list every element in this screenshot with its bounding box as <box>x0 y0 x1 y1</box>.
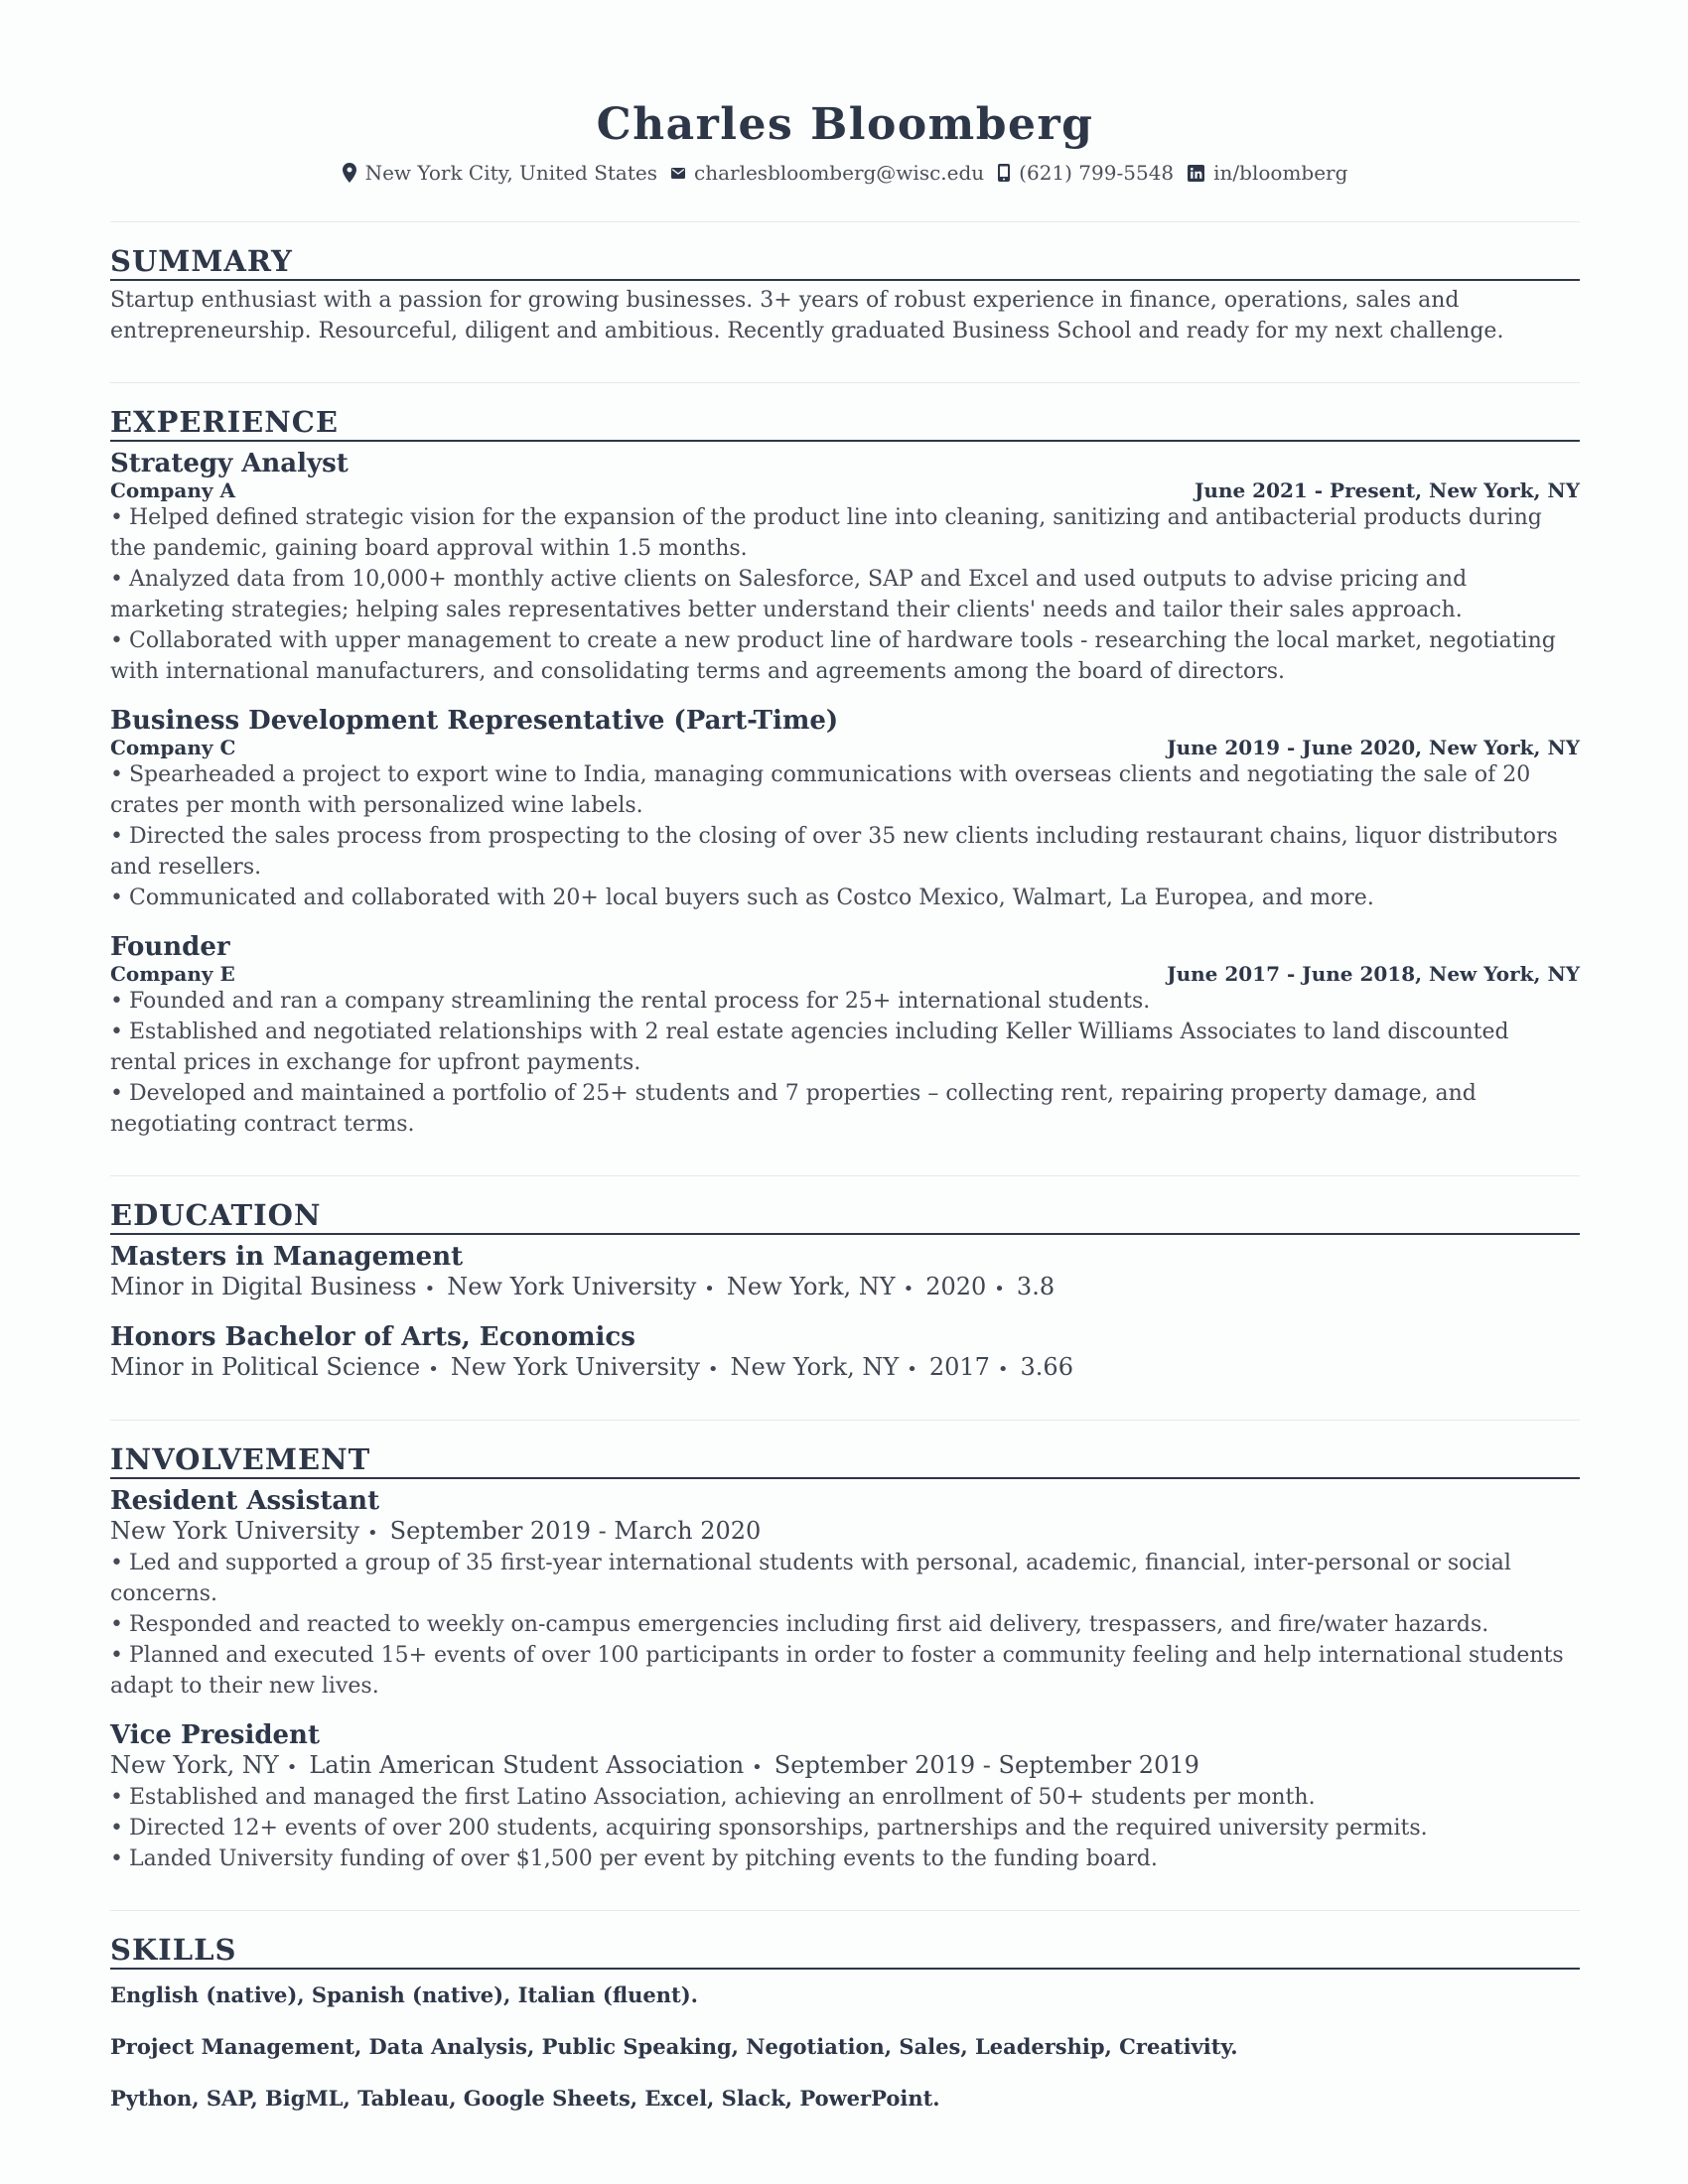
bullet-item: • Collaborated with upper management to create a new product line of hardware tools - researching the local market, negotiating with international manufacturers, and consolidating terms and agreements among the board of directors. <box>110 625 1580 687</box>
contact-location <box>343 160 657 186</box>
skills-soft: Project Management, Data Analysis, Public Speaking, Negotiation, Sales, Leadership, Creativity. <box>110 2034 1238 2059</box>
degree-title: Masters in Management <box>110 1242 464 1272</box>
education-section <box>110 1175 1580 1384</box>
involvement-dates: • September 2019 - March 2020 <box>359 1517 761 1545</box>
job-dates: June 2017 - June 2018, New York, NY <box>1167 962 1580 986</box>
minor-text: Minor in Digital Business <box>110 1273 417 1300</box>
bullet-item: • Helped defined strategic vision for the expansion of the product line into cleaning, sanitizing and antibacterial products during the pandemic, gaining board approval within 1.5 months. <box>110 502 1580 564</box>
skills-tools: Python, SAP, BigML, Tableau, Google Sheets, Excel, Slack, PowerPoint. <box>110 2086 940 2111</box>
involvement-bullets <box>110 1548 1580 1702</box>
bullet-item: • Directed 12+ events of over 200 students, acquiring sponsorships, partnerships and the required university permits. <box>110 1813 1580 1843</box>
job-meta-row <box>110 737 1580 759</box>
contact-linkedin[interactable] <box>1188 160 1347 186</box>
company-name: Company A <box>110 478 236 502</box>
job-dates: June 2021 - Present, New York, NY <box>1194 478 1580 502</box>
job-title: Strategy Analyst <box>110 449 349 478</box>
graduation-year: • 2017 <box>899 1353 990 1381</box>
experience-entry <box>110 706 1580 913</box>
email-link[interactable]: charlesbloomberg@wisc.edu <box>694 161 985 185</box>
school-name: • New York University <box>420 1353 700 1381</box>
gpa-value: • 3.66 <box>990 1353 1073 1381</box>
summary-heading: SUMMARY <box>110 244 1580 281</box>
involvement-role: Resident Assistant <box>110 1486 380 1516</box>
bullet-item: • Spearheaded a project to export wine to India, managing communications with overseas clients and negotiating the sale of 20 crates per month with personalized wine labels. <box>110 759 1580 821</box>
job-dates: June 2019 - June 2020, New York, NY <box>1167 736 1580 759</box>
education-meta <box>110 1353 1580 1384</box>
involvement-entry <box>110 1486 1580 1702</box>
summary-section <box>110 221 1580 346</box>
job-title: Business Development Representative (Part-Time) <box>110 706 839 736</box>
map-pin-icon <box>343 163 356 183</box>
contact-bar <box>110 160 1580 186</box>
bullet-item: • Planned and executed 15+ events of over 100 participants in order to foster a community feeling and help international students adapt to their new lives. <box>110 1640 1580 1702</box>
education-meta <box>110 1273 1580 1303</box>
school-location: • New York, NY <box>700 1353 899 1381</box>
school-location: • New York, NY <box>696 1273 895 1300</box>
company-name: Company E <box>110 962 235 986</box>
school-name: • New York University <box>417 1273 697 1300</box>
minor-text: Minor in Political Science <box>110 1353 421 1381</box>
skills-languages: English (native), Spanish (native), Italian (fluent). <box>110 1982 698 2007</box>
involvement-section <box>110 1420 1580 1874</box>
company-name: Company C <box>110 736 236 759</box>
involvement-bullets <box>110 1782 1580 1874</box>
phone-icon <box>998 164 1010 182</box>
linkedin-icon <box>1188 165 1204 182</box>
organization-name: New York University <box>110 1517 360 1545</box>
phone-text[interactable]: (621) 799-5548 <box>1019 161 1175 185</box>
gpa-value: • 3.8 <box>986 1273 1055 1300</box>
experience-entry <box>110 932 1580 1140</box>
involvement-heading: INVOLVEMENT <box>110 1442 1580 1479</box>
job-meta-row <box>110 963 1580 986</box>
experience-section <box>110 382 1580 1140</box>
degree-title: Honors Bachelor of Arts, Economics <box>110 1322 635 1352</box>
contact-email[interactable] <box>671 160 984 186</box>
graduation-year: • 2020 <box>896 1273 987 1300</box>
summary-text: Startup enthusiast with a passion for growing businesses. 3+ years of robust experience in finance, operations, sales and entrepreneurship. Resourceful, diligent and ambitious. Recently graduated Business School and ready for my next challenge. <box>110 288 1504 343</box>
contact-phone[interactable] <box>998 160 1174 186</box>
involvement-role: Vice President <box>110 1720 320 1750</box>
bullet-item: • Established and managed the first Latino Association, achieving an enrollment of 50+ students per month. <box>110 1782 1580 1813</box>
skills-section <box>110 1910 1580 2113</box>
involvement-dates: • September 2019 - September 2019 <box>744 1751 1199 1779</box>
bullet-item: • Established and negotiated relationships with 2 real estate agencies including Keller Williams Associates to land discounted rental prices in exchange for upfront payments. <box>110 1017 1580 1078</box>
linkedin-link[interactable]: in/bloomberg <box>1213 161 1348 185</box>
bullet-item: • Responded and reacted to weekly on-campus emergencies including first aid delivery, trespassers, and fire/water hazards. <box>110 1609 1580 1640</box>
experience-entry <box>110 449 1580 687</box>
experience-heading: EXPERIENCE <box>110 405 1580 442</box>
bullet-item: • Landed University funding of over $1,500 per event by pitching events to the funding board. <box>110 1843 1580 1874</box>
resume-content <box>110 95 1580 2113</box>
bullet-item: • Developed and maintained a portfolio of 25+ students and 7 properties – collecting rent, repairing property damage, and negotiating contract terms. <box>110 1078 1580 1140</box>
involvement-location: New York, NY <box>110 1751 279 1779</box>
organization-name: • Latin American Student Association <box>279 1751 744 1779</box>
location-text: New York City, United States <box>364 161 657 185</box>
job-bullets <box>110 986 1580 1140</box>
job-title: Founder <box>110 932 230 962</box>
mail-icon <box>671 168 685 179</box>
bullet-item: • Directed the sales process from prospecting to the closing of over 35 new clients including restaurant chains, liquor distributors and resellers. <box>110 821 1580 883</box>
bullet-item: • Founded and ran a company streamlining the rental process for 25+ international students. <box>110 986 1580 1017</box>
involvement-entry <box>110 1720 1580 1874</box>
education-entry <box>110 1242 1580 1303</box>
skills-heading: SKILLS <box>110 1933 1580 1970</box>
involvement-meta <box>110 1751 1580 1782</box>
job-meta-row <box>110 479 1580 502</box>
bullet-item: • Analyzed data from 10,000+ monthly active clients on Salesforce, SAP and Excel and used outputs to advise pricing and marketing strategies; helping sales representatives better understand their clients' needs and tailor their sales approach. <box>110 564 1580 625</box>
bullet-item: • Led and supported a group of 35 first-year international students with personal, academic, financial, inter-personal or social concerns. <box>110 1548 1580 1609</box>
education-heading: EDUCATION <box>110 1198 1580 1235</box>
job-bullets <box>110 759 1580 913</box>
education-entry <box>110 1322 1580 1384</box>
involvement-meta <box>110 1517 1580 1548</box>
bullet-item: • Communicated and collaborated with 20+ local buyers such as Costco Mexico, Walmart, La Europea, and more. <box>110 883 1580 913</box>
job-bullets <box>110 502 1580 687</box>
candidate-name: Charles Bloomberg <box>596 99 1094 150</box>
